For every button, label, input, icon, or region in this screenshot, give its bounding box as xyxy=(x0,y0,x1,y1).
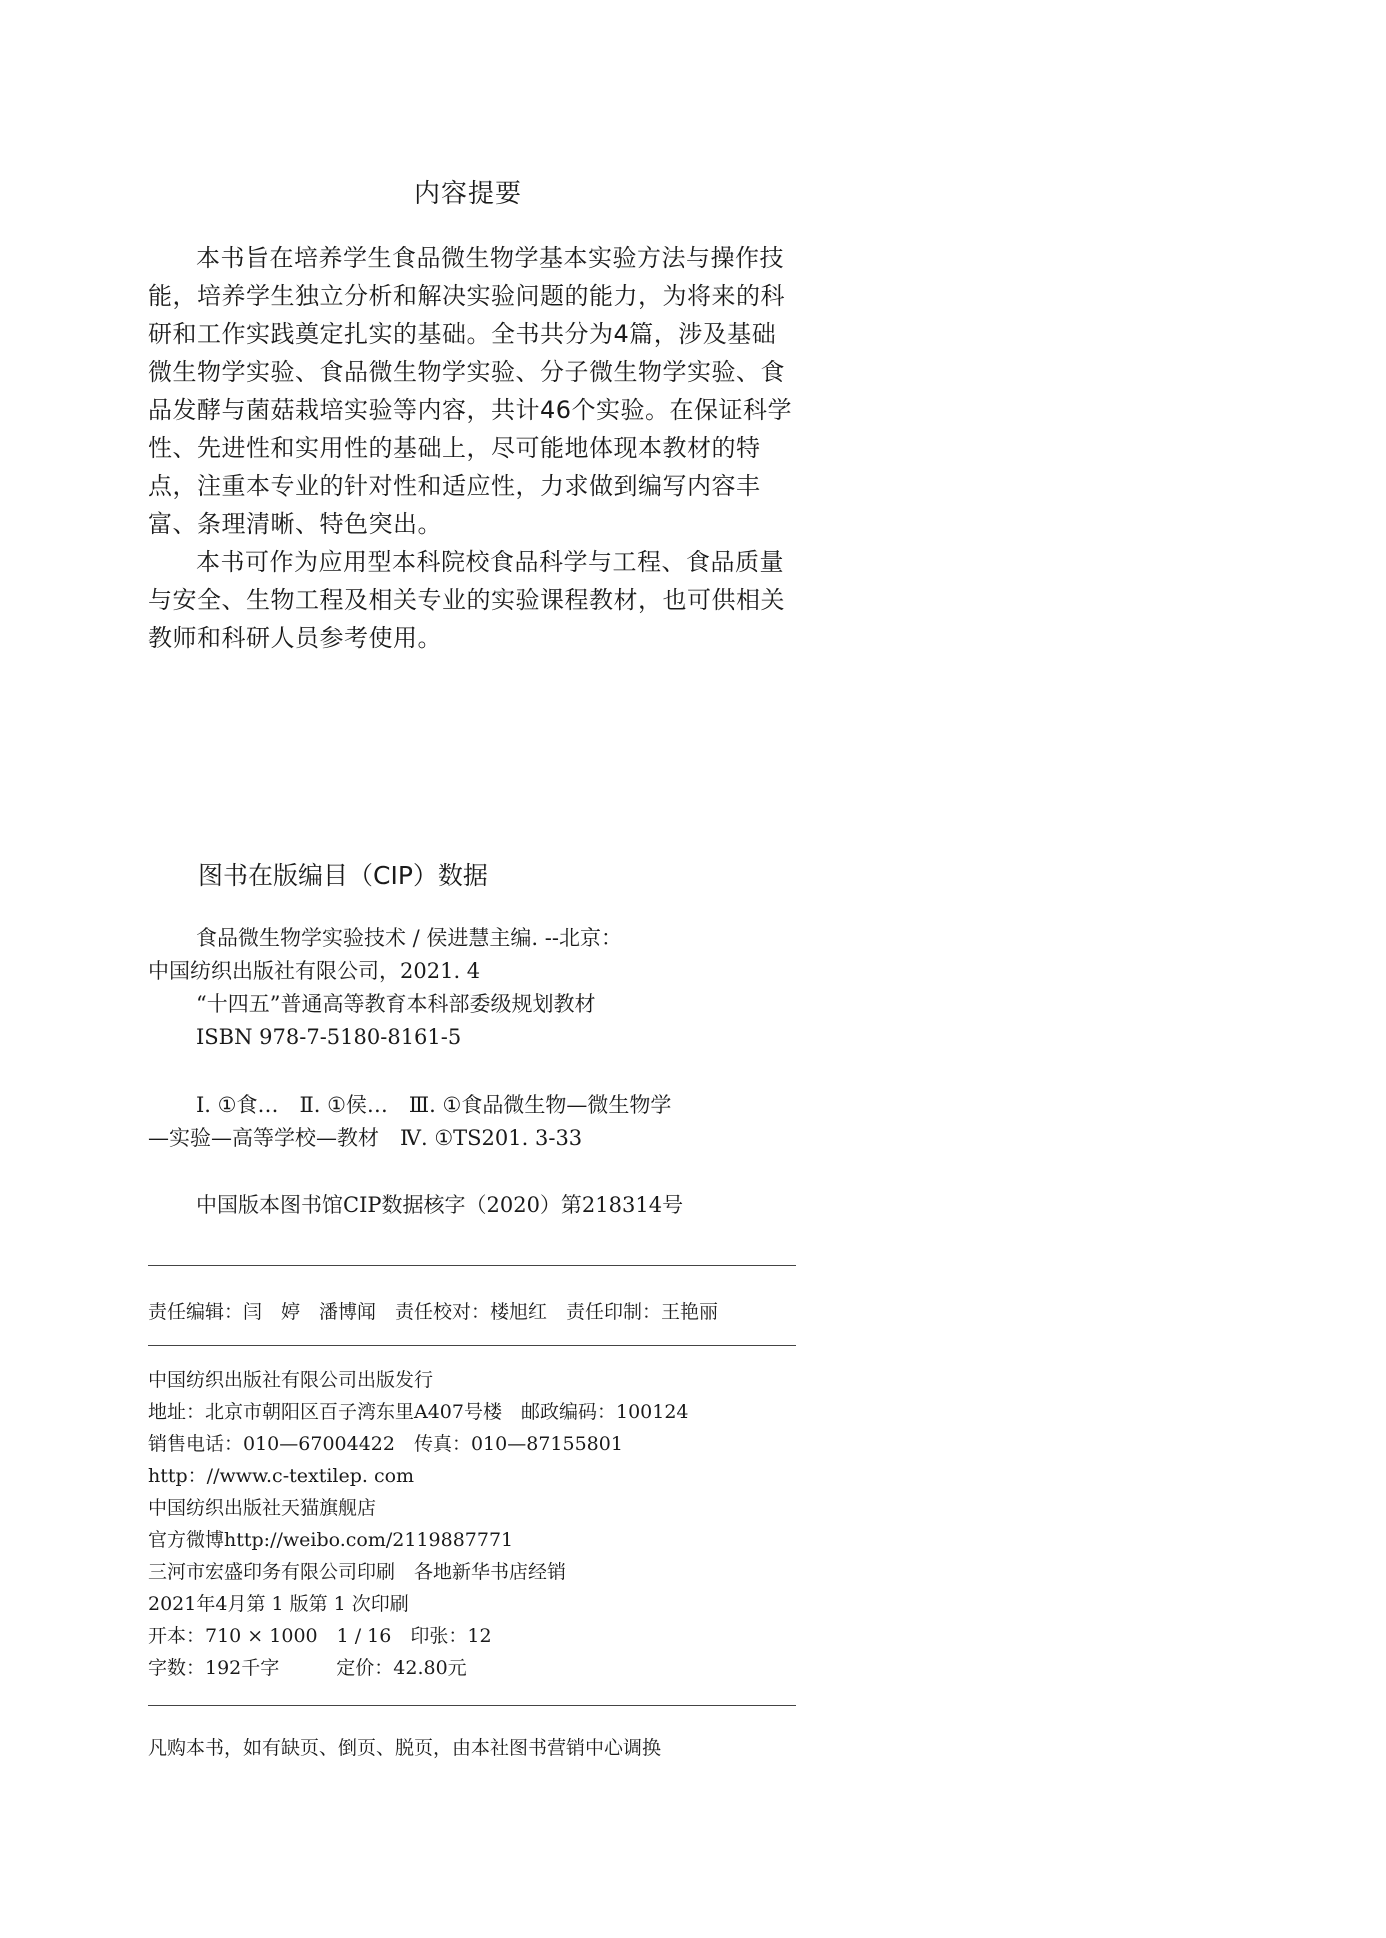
cip-line-1: 食品微生物学实验技术 / 侯进慧主编. --北京： xyxy=(196,926,622,950)
summary-paragraph-1-line-7: 点，注重本专业的针对性和适应性，力求做到编写内容丰 xyxy=(148,472,761,500)
tmall-store-line: 中国纺织出版社天猫旗舰店 xyxy=(148,1497,377,1519)
summary-paragraph-1-line-4: 微生物学实验、食品微生物学实验、分子微生物学实验、食 xyxy=(148,358,785,386)
summary-paragraph-1-line-5: 品发酵与菌菇栽培实验等内容，共计46个实验。在保证科学 xyxy=(148,396,793,424)
cip-line-3: “十四五”普通高等教育本科部委级规划教材 xyxy=(196,992,596,1016)
address-line: 地址：北京市朝阳区百子湾东里A407号楼 邮政编码：100124 xyxy=(148,1401,689,1423)
publisher-line: 中国纺织出版社有限公司出版发行 xyxy=(148,1369,434,1391)
summary-paragraph-2-line-3: 教师和科研人员参考使用。 xyxy=(148,624,442,652)
summary-paragraph-1-line-1: 本书旨在培养学生食品微生物学基本实验方法与操作技 xyxy=(196,244,784,272)
cip-line-7: 中国版本图书馆CIP数据核字（2020）第218314号 xyxy=(196,1193,684,1217)
divider-rule xyxy=(148,1345,796,1346)
edition-line: 2021年4月第 1 版第 1 次印刷 xyxy=(148,1593,409,1615)
price-line: 字数：192千字 定价：42.80元 xyxy=(148,1657,467,1679)
weibo-line: 官方微博http://weibo.com/2119887771 xyxy=(148,1529,514,1551)
return-notice: 凡购本书，如有缺页、倒页、脱页，由本社图书营销中心调换 xyxy=(148,1737,662,1759)
phone-line: 销售电话：010—67004422 传真：010—87155801 xyxy=(148,1433,623,1455)
cip-line-6: —实验—高等学校—教材 Ⅳ. ①TS201. 3-33 xyxy=(148,1126,583,1150)
credits-line: 责任编辑：闫 婷 潘博闻 责任校对：楼旭红 责任印制：王艳丽 xyxy=(148,1301,719,1323)
cip-line-2: 中国纺织出版社有限公司，2021. 4 xyxy=(148,959,481,983)
cip-title: 图书在版编目（CIP）数据 xyxy=(198,861,488,890)
summary-paragraph-1-line-3: 研和工作实践奠定扎实的基础。全书共分为4篇，涉及基础 xyxy=(148,320,777,348)
summary-paragraph-2-line-1: 本书可作为应用型本科院校食品科学与工程、食品质量 xyxy=(196,548,784,576)
format-line: 开本：710 × 1000 1 / 16 印张：12 xyxy=(148,1625,492,1647)
summary-paragraph-1-line-2: 能，培养学生独立分析和解决实验问题的能力，为将来的科 xyxy=(148,282,785,310)
website-line: http：//www.c-textilep. com xyxy=(148,1465,415,1487)
printer-line: 三河市宏盛印务有限公司印刷 各地新华书店经销 xyxy=(148,1561,567,1583)
summary-paragraph-1-line-8: 富、条理清晰、特色突出。 xyxy=(148,510,442,538)
divider-rule xyxy=(148,1705,796,1706)
cip-line-4: ISBN 978-7-5180-8161-5 xyxy=(196,1025,462,1049)
divider-rule xyxy=(148,1265,796,1266)
summary-paragraph-1-line-6: 性、先进性和实用性的基础上，尽可能地体现本教材的特 xyxy=(148,434,761,462)
summary-title: 内容提要 xyxy=(413,179,522,209)
cip-line-5: Ⅰ. ①食… Ⅱ. ①侯… Ⅲ. ①食品微生物—微生物学 xyxy=(196,1093,672,1117)
summary-paragraph-2-line-2: 与安全、生物工程及相关专业的实验课程教材，也可供相关 xyxy=(148,586,785,614)
